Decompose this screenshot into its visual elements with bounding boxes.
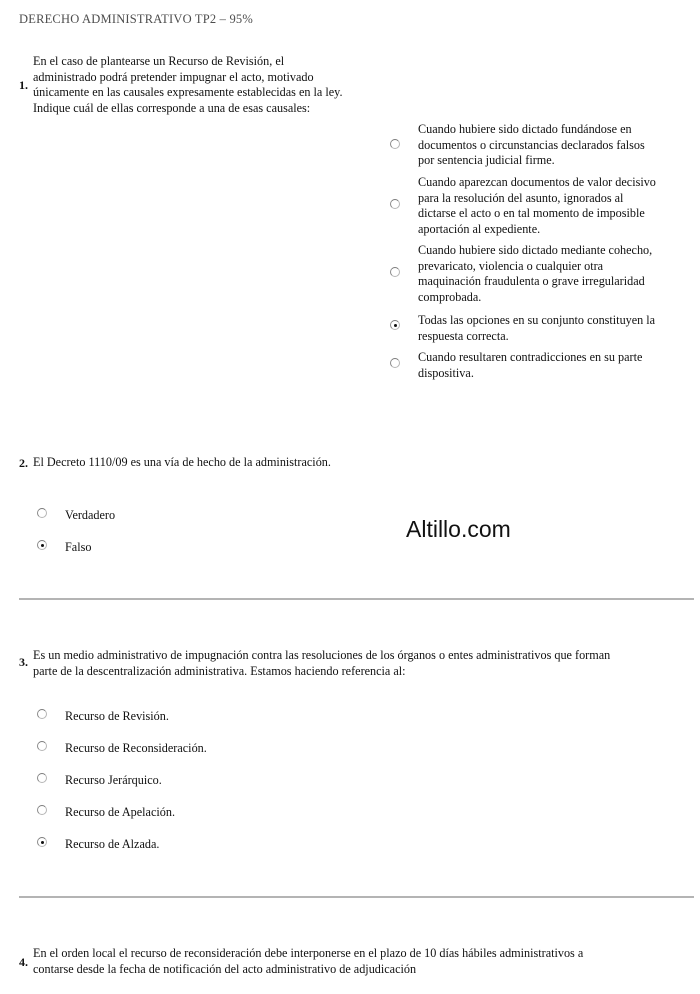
- option-line: prevaricato, violencia o cualquier otra: [418, 258, 604, 273]
- question-4-line: En el orden local el recurso de reconsideración debe interponerse en el plazo de 10 días hábiles administrativos a: [33, 946, 584, 960]
- q3-option-4-label: Recurso de Apelación.: [65, 805, 175, 819]
- q1-option-1-radio[interactable]: [390, 139, 400, 149]
- option-line: dispositiva.: [418, 365, 474, 380]
- q3-option-1-label: Recurso de Revisión.: [65, 709, 169, 723]
- radio-selected-dot: [41, 841, 44, 844]
- q1-option-3-radio[interactable]: [390, 267, 400, 277]
- option-line: aportación al expediente.: [418, 221, 541, 236]
- option-line: para la resolución del asunto, ignorados al: [418, 190, 624, 205]
- watermark-text: Altillo.com: [406, 516, 511, 542]
- option-line: Cuando hubiere sido dictado fundándose en: [418, 122, 632, 136]
- q3-option-2-label: Recurso de Reconsideración.: [65, 741, 207, 755]
- question-2-text: El Decreto 1110/09 es una vía de hecho de la administración.: [33, 455, 331, 469]
- question-3-line: Es un medio administrativo de impugnación contra las resoluciones de los órganos o entes administrativos que forman: [33, 648, 611, 662]
- q1-option-1-label: [418, 122, 645, 169]
- question-1-line: administrado podrá pretender impugnar el acto, motivado: [33, 69, 314, 84]
- q3-option-2-radio[interactable]: [37, 741, 47, 751]
- q2-option-false-radio[interactable]: [37, 540, 47, 550]
- radio-selected-dot: [41, 544, 44, 547]
- option-line: Cuando aparezcan documentos de valor decisivo: [418, 175, 656, 189]
- question-3-line: parte de la descentralización administrativa. Estamos haciendo referencia al:: [33, 663, 406, 678]
- option-line: documentos o circunstancias declarados falsos: [418, 137, 645, 152]
- question-1-line: En el caso de plantearse un Recurso de Revisión, el: [33, 54, 285, 68]
- q2-option-true-radio[interactable]: [37, 508, 47, 518]
- q1-option-4-label: [418, 313, 655, 344]
- q1-option-2-radio[interactable]: [390, 199, 400, 209]
- option-line: dictarse el acto o en tal momento de imposible: [418, 206, 645, 220]
- question-4-text: [33, 946, 583, 977]
- radio-selected-dot: [394, 324, 397, 327]
- question-4-line: contarse desde la fecha de notificación del acto administrativo de adjudicación: [33, 961, 417, 976]
- question-1-number: 1.: [19, 78, 28, 92]
- question-3-text: [33, 648, 610, 679]
- question-1-line: Indique cuál de ellas corresponde a una de esas causales:: [33, 100, 311, 115]
- q1-option-2-label: [418, 175, 656, 237]
- question-3-number: 3.: [19, 655, 28, 669]
- q1-option-4-radio[interactable]: [390, 320, 400, 330]
- q1-option-5-label: [418, 350, 642, 381]
- q1-option-5-radio[interactable]: [390, 358, 400, 368]
- q3-option-5-radio[interactable]: [37, 837, 47, 847]
- question-1-line: únicamente en las causales expresamente establecidas en la ley.: [33, 85, 343, 99]
- option-line: por sentencia judicial firme.: [418, 153, 555, 167]
- option-line: comprobada.: [418, 289, 482, 304]
- option-line: maquinación fraudulenta o grave irregularidad: [418, 274, 645, 288]
- q3-option-3-label: Recurso Jerárquico.: [65, 773, 162, 787]
- q3-option-4-radio[interactable]: [37, 805, 47, 815]
- page-title: DERECHO ADMINISTRATIVO TP2 – 95%: [19, 12, 253, 26]
- q3-option-5-label: Recurso de Alzada.: [65, 837, 160, 851]
- option-line: Todas las opciones en su conjunto constituyen la: [418, 313, 656, 327]
- q3-option-3-radio[interactable]: [37, 773, 47, 783]
- q2-option-true-label: Verdadero: [65, 508, 116, 522]
- q1-option-3-label: [418, 243, 652, 305]
- option-line: respuesta correcta.: [418, 328, 509, 343]
- question-4-number: 4.: [19, 955, 28, 969]
- section-divider: [19, 896, 694, 898]
- question-2-number: 2.: [19, 456, 28, 470]
- option-line: Cuando hubiere sido dictado mediante cohecho,: [418, 243, 653, 257]
- question-1-text: [33, 54, 343, 116]
- option-line: Cuando resultaren contradicciones en su parte: [418, 350, 643, 364]
- q2-option-false-label: Falso: [65, 540, 92, 554]
- q3-option-1-radio[interactable]: [37, 709, 47, 719]
- section-divider: [19, 598, 694, 600]
